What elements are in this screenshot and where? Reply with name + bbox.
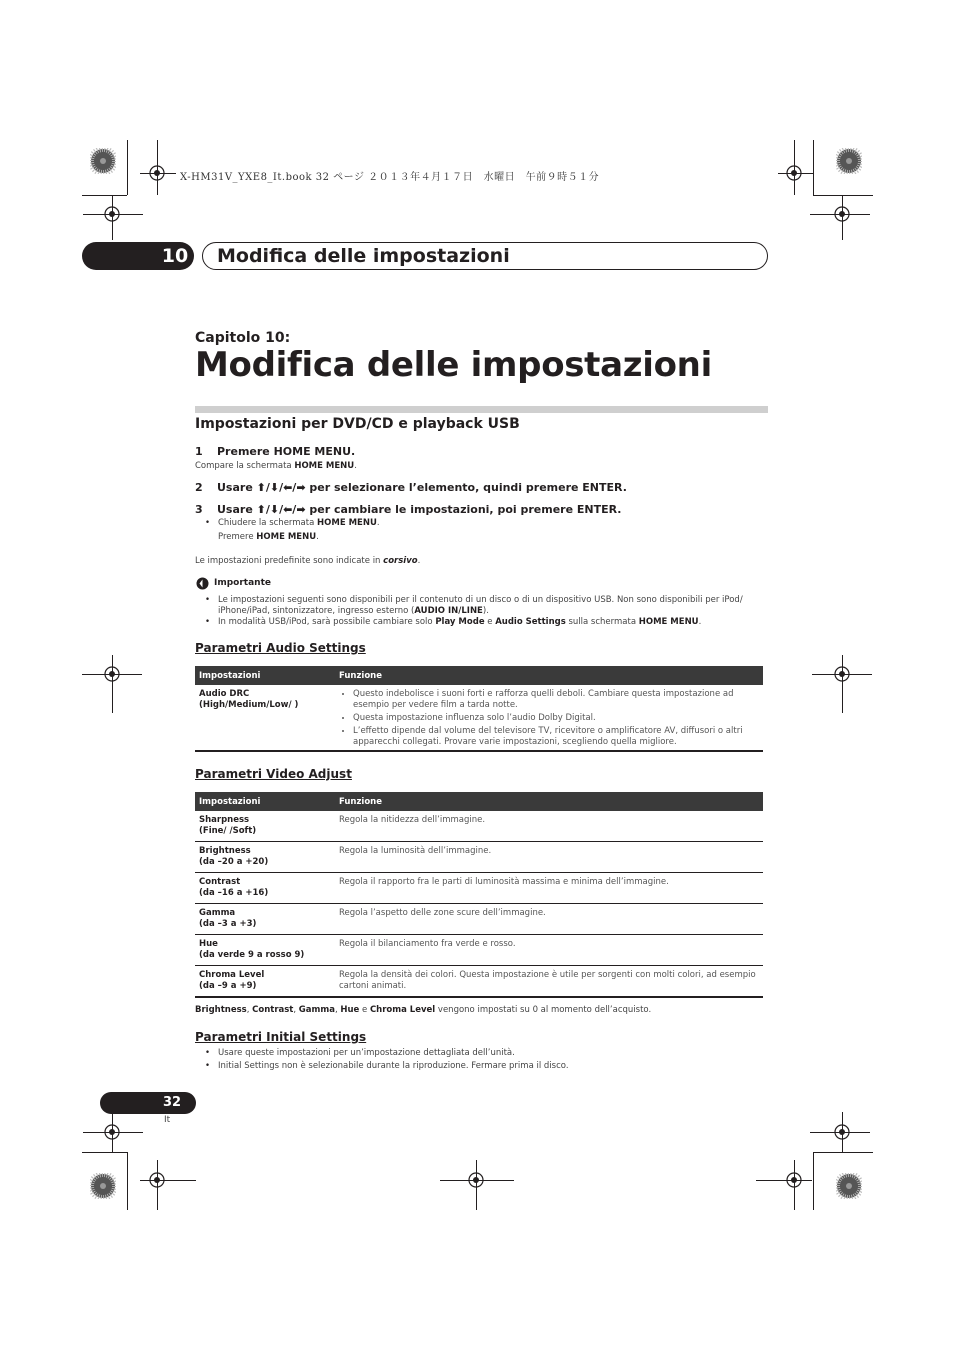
- video-adjust-table: [195, 792, 763, 998]
- section-divider: [195, 406, 768, 413]
- file-header: X-HM31V_YXE8_It.book 32 ページ ２０１３年４月１７日 水曜日 午前９時５１分: [180, 172, 600, 183]
- table-row: Hue (da verde 9 a rosso 9) Regola il bilanciamento fra verde e rosso.: [195, 935, 763, 966]
- header-title: Modifica delle impostazioni: [217, 245, 510, 267]
- section-title: Impostazioni per DVD/CD e playback USB: [195, 416, 520, 432]
- initial-bullet-2: • Initial Settings non è selezionabile durante la riproduzione. Fermare prima il disco.: [218, 1061, 569, 1071]
- defaults-note: Le impostazioni predefinite sono indicate in corsivo.: [195, 556, 421, 566]
- column-header: Impostazioni: [195, 666, 335, 685]
- step-3-bullet: • Chiudere la schermata HOME MENU.: [218, 518, 380, 528]
- audio-settings-title: Parametri Audio Settings: [195, 641, 366, 655]
- table-row: Gamma (da –3 a +3) Regola l’aspetto delle zone scure dell’immagine.: [195, 904, 763, 935]
- table-row: Sharpness (Fine/ /Soft) Regola la nitidezza dell’immagine.: [195, 811, 763, 842]
- column-header: Funzione: [335, 792, 763, 811]
- list-item: • L’effetto dipende dal volume del televisore TV, ricevitore o amplificatore AV, diffusori o altri apparecchi collegati. Provare varie impostazioni, scegliendo quella migliore.: [353, 726, 759, 748]
- language-code: It: [164, 1115, 171, 1125]
- step-2: 2 Usare ⬆/⬇/⬅/➡ per selezionare l’elemento, quindi premere ENTER.: [195, 481, 627, 494]
- page-title: Modifica delle impostazioni: [195, 345, 712, 385]
- step-3-note: Premere HOME MENU.: [218, 532, 319, 542]
- column-header: Funzione: [335, 666, 763, 685]
- table-header: [195, 666, 763, 685]
- video-adjust-title: Parametri Video Adjust: [195, 767, 352, 781]
- step-1-note: Compare la schermata HOME MENU.: [195, 461, 357, 471]
- list-item: • Questa impostazione influenza solo l’audio Dolby Digital.: [353, 713, 759, 724]
- arrow-keys-icon: ⬆/⬇/⬅/➡: [256, 481, 306, 494]
- audio-settings-table: [195, 666, 763, 752]
- video-note: Brightness, Contrast, Gamma, Hue e Chroma Level vengono impostati su 0 al momento dell’acquisto.: [195, 1005, 652, 1015]
- list-item: • Questo indebolisce i suoni forti e rafforza quelli deboli. Cambiare questa impostazione ad esempio per vedere film a tarda notte.: [353, 689, 759, 711]
- table-row: Chroma Level (da –9 a +9) Regola la densità dei colori. Questa impostazione è utile per sorgenti con molti colori, ad esempio cartoni animati.: [195, 966, 763, 998]
- table-row: Audio DRC (High/Medium/Low/ ) • Questo indebolisce i suoni forti e rafforza quelli deboli. Cambiare questa impostazione ad esempio per vedere film a tarda notte. • Questa impostazione influenza solo l’audio Dolby Digital. • L’effetto dipende dal volume del televisore TV, ricevitore o amplificatore AV, diffusori o altri apparecchi collegati. Provare varie impostazioni, scegliendo quella migliore.: [195, 685, 763, 751]
- page-number: 32: [162, 1095, 182, 1110]
- important-icon: [196, 577, 209, 590]
- chapter-label: Capitolo 10:: [195, 330, 291, 346]
- arrow-keys-icon: ⬆/⬇/⬅/➡: [256, 503, 306, 516]
- important-bullet-2: • In modalità USB/iPod, sarà possibile cambiare solo Play Mode e Audio Settings sulla schermata HOME MENU.: [218, 617, 770, 627]
- important-bullet-1: • Le impostazioni seguenti sono disponibili per il contenuto di un disco o di un dispositivo USB. Non sono disponibili per iPod/ iPhone/iPad, sintonizzatore, ingresso esterno (AUDIO IN/LINE).: [218, 595, 770, 617]
- step-3: 3 Usare ⬆/⬇/⬅/➡ per cambiare le impostazioni, poi premere ENTER.: [195, 503, 622, 516]
- initial-settings-title: Parametri Initial Settings: [195, 1030, 367, 1044]
- chapter-number: 10: [161, 245, 189, 267]
- initial-bullet-1: • Usare queste impostazioni per un’impostazione dettagliata dell’unità.: [218, 1048, 515, 1058]
- important-label: Importante: [214, 578, 271, 588]
- table-row: Contrast (da –16 a +16) Regola il rapporto fra le parti di luminosità massima e minima dell’immagine.: [195, 873, 763, 904]
- table-row: Brightness (da –20 a +20) Regola la luminosità dell’immagine.: [195, 842, 763, 873]
- column-header: Impostazioni: [195, 792, 335, 811]
- table-header: [195, 792, 763, 811]
- step-1: 1 Premere HOME MENU.: [195, 445, 356, 458]
